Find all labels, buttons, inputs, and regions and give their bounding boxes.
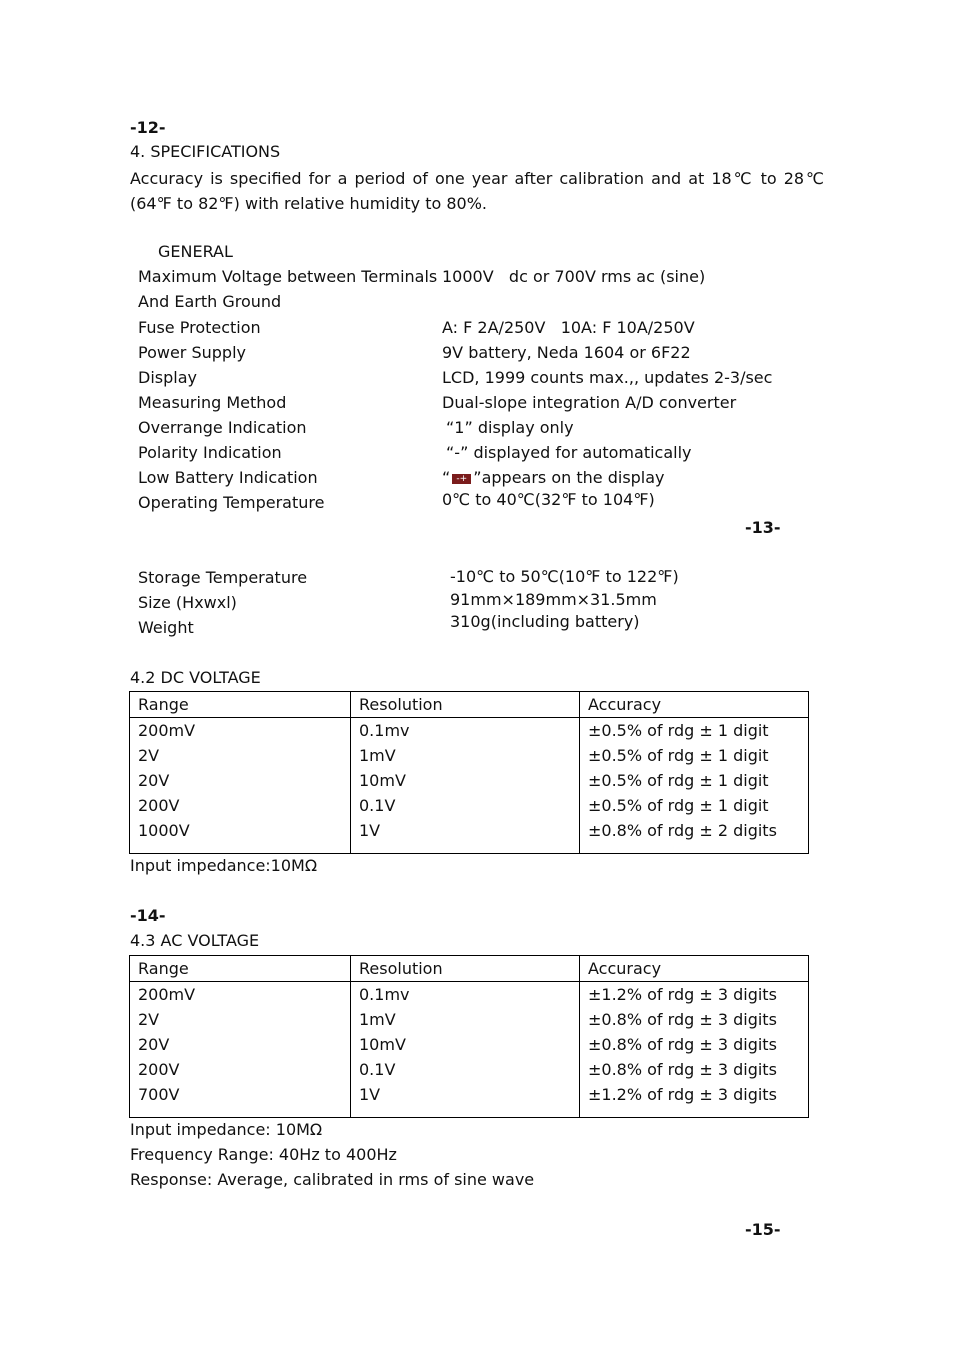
resolution-cell: 0.1V (351, 793, 580, 818)
accuracy-cell: ±1.2% of rdg ± 3 digits (580, 1082, 809, 1118)
table-header-row (130, 692, 809, 718)
storage-value: -10℃ to 50℃(10℉ to 122℉) (450, 567, 679, 586)
overrange-label: Overrange Indication (138, 418, 307, 437)
fuse-label: Fuse Protection (138, 318, 261, 337)
range-cell: 200V (130, 1057, 351, 1082)
weight-value: 310g(including battery) (450, 612, 640, 631)
table-row (130, 1082, 809, 1118)
table-row (130, 818, 809, 854)
general-heading: GENERAL (158, 242, 233, 261)
polarity-value: “-” displayed for automatically (446, 443, 692, 462)
ac-voltage-table (129, 955, 809, 1118)
page-number-15: -15- (745, 1220, 781, 1239)
power-value: 9V battery, Neda 1604 or 6F22 (442, 343, 691, 362)
display-label: Display (138, 368, 197, 387)
table-row (130, 743, 809, 768)
ac-voltage-title: 4.3 AC VOLTAGE (130, 931, 260, 950)
overrange-value: “1” display only (446, 418, 574, 437)
intro-paragraph: Accuracy is specified for a period of one year after calibration and at 18℃ to 28℃ (64℉ to 82℉) with relative humidity to 80%. (130, 169, 824, 213)
header-resolution: Resolution (351, 956, 580, 982)
page-number-13: -13- (745, 518, 781, 537)
range-cell: 700V (130, 1082, 351, 1118)
header-accuracy: Accuracy (580, 956, 809, 982)
header-range: Range (130, 692, 351, 718)
ac-response: Response: Average, calibrated in rms of sine wave (130, 1170, 535, 1189)
lowbat-label: Low Battery Indication (138, 468, 318, 487)
lowbat-open-quote: “ (442, 468, 451, 487)
range-cell: 1000V (130, 818, 351, 854)
range-cell: 200V (130, 793, 351, 818)
table-row (130, 982, 809, 1008)
battery-icon: -+ (452, 474, 471, 484)
accuracy-cell: ±0.5% of rdg ± 1 digit (580, 743, 809, 768)
weight-label: Weight (138, 618, 194, 637)
lowbat-value: ”appears on the display (473, 468, 665, 487)
dc-voltage-table (129, 691, 809, 854)
max-voltage-label: Maximum Voltage between Terminals (138, 267, 438, 286)
header-accuracy: Accuracy (580, 692, 809, 718)
max-voltage-value: 1000V dc or 700V rms ac (sine) (442, 267, 706, 286)
fuse-value: A: F 2A/250V 10A: F 10A/250V (442, 318, 695, 337)
polarity-label: Polarity Indication (138, 443, 282, 462)
page-number-14: -14- (130, 906, 166, 925)
power-label: Power Supply (138, 343, 246, 362)
header-range: Range (130, 956, 351, 982)
resolution-cell: 0.1V (351, 1057, 580, 1082)
resolution-cell: 0.1mv (351, 982, 580, 1008)
size-value: 91mm×189mm×31.5mm (450, 590, 657, 609)
lowbat-value-line (442, 468, 665, 488)
dc-input-impedance: Input impedance:10MΩ (130, 856, 318, 875)
storage-label: Storage Temperature (138, 568, 308, 587)
table-row (130, 1007, 809, 1032)
accuracy-cell: ±0.5% of rdg ± 1 digit (580, 793, 809, 818)
header-resolution: Resolution (351, 692, 580, 718)
size-label: Size (Hxwxl) (138, 593, 237, 612)
accuracy-cell: ±0.8% of rdg ± 2 digits (580, 818, 809, 854)
resolution-cell: 0.1mv (351, 718, 580, 744)
ac-frequency-range: Frequency Range: 40Hz to 400Hz (130, 1145, 397, 1164)
table-row (130, 793, 809, 818)
accuracy-cell: ±1.2% of rdg ± 3 digits (580, 982, 809, 1008)
range-cell: 2V (130, 743, 351, 768)
table-row (130, 718, 809, 744)
table-row (130, 1032, 809, 1057)
table-row (130, 768, 809, 793)
optemp-value: 0℃ to 40℃(32℉ to 104℉) (442, 490, 655, 509)
range-cell: 20V (130, 1032, 351, 1057)
ac-input-impedance: Input impedance: 10MΩ (130, 1120, 323, 1139)
table-header-row (130, 956, 809, 982)
accuracy-cell: ±0.8% of rdg ± 3 digits (580, 1032, 809, 1057)
table-row (130, 1057, 809, 1082)
resolution-cell: 1V (351, 818, 580, 854)
resolution-cell: 10mV (351, 1032, 580, 1057)
accuracy-cell: ±0.8% of rdg ± 3 digits (580, 1007, 809, 1032)
range-cell: 20V (130, 768, 351, 793)
range-cell: 200mV (130, 718, 351, 744)
max-voltage-label-cont: And Earth Ground (138, 292, 282, 311)
range-cell: 2V (130, 1007, 351, 1032)
accuracy-cell: ±0.5% of rdg ± 1 digit (580, 718, 809, 744)
resolution-cell: 1mV (351, 743, 580, 768)
method-value: Dual-slope integration A/D converter (442, 393, 737, 412)
page-number-12: -12- (130, 118, 166, 137)
section-title: 4. SPECIFICATIONS (130, 142, 281, 161)
resolution-cell: 1mV (351, 1007, 580, 1032)
resolution-cell: 10mV (351, 768, 580, 793)
dc-voltage-title: 4.2 DC VOLTAGE (130, 668, 261, 687)
optemp-label: Operating Temperature (138, 493, 325, 512)
accuracy-cell: ±0.5% of rdg ± 1 digit (580, 768, 809, 793)
range-cell: 200mV (130, 982, 351, 1008)
method-label: Measuring Method (138, 393, 287, 412)
resolution-cell: 1V (351, 1082, 580, 1118)
accuracy-cell: ±0.8% of rdg ± 3 digits (580, 1057, 809, 1082)
display-value: LCD, 1999 counts max.,, updates 2-3/sec (442, 368, 773, 387)
